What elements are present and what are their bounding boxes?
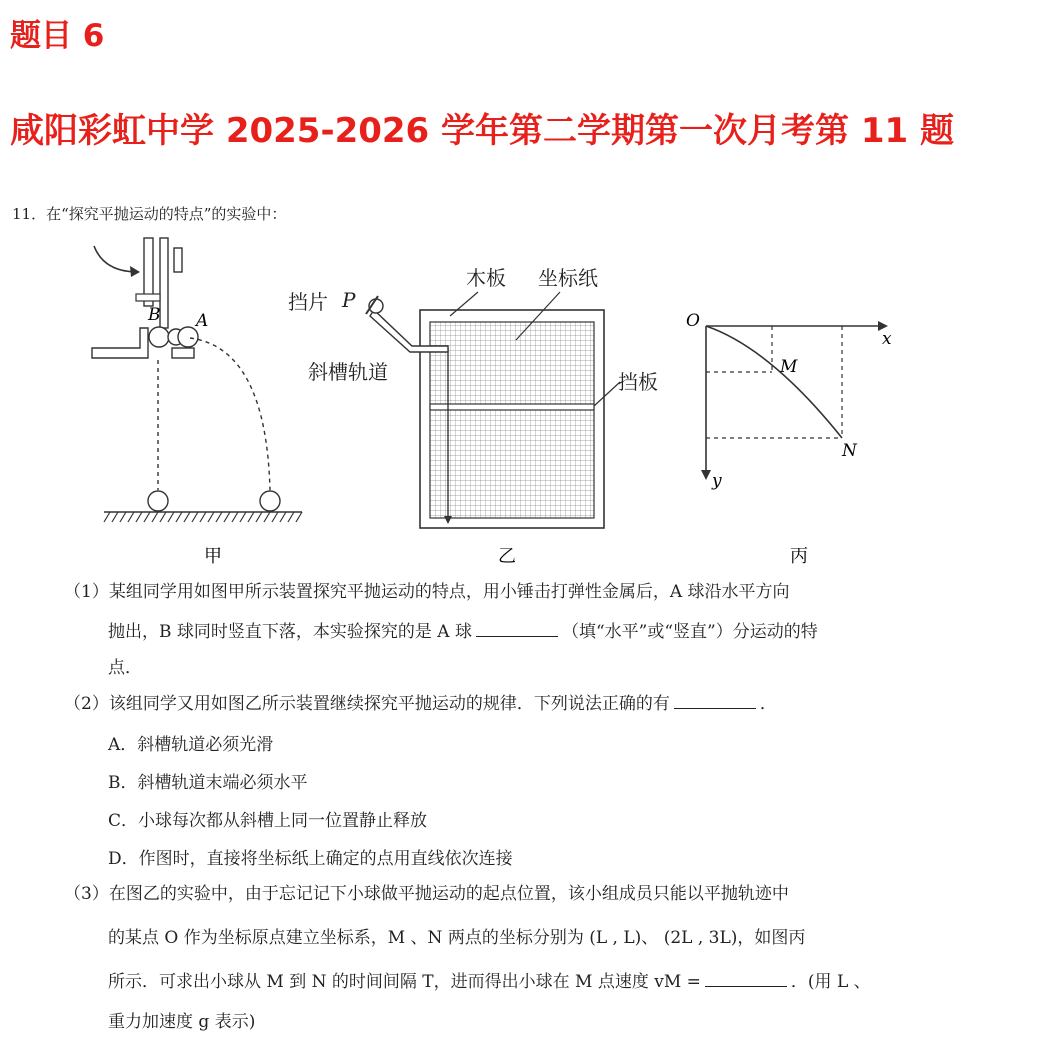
answer-blank-3[interactable] [705,970,787,987]
figure-bing [680,300,920,570]
base-left [92,328,148,358]
caption-bing: 丙 [790,546,808,567]
option-c: C．小球每次都从斜槽上同一位置静止释放 [108,811,428,831]
part1-line3: 点． [108,658,142,678]
label-o: O [686,311,700,331]
coordinate-paper [430,322,594,518]
part3-line3a: 所示．可求出小球从 M 到 N 的时间间隔 T，进而得出小球在 M 点速度 vM = [108,972,701,992]
option-d: D．作图时，直接将坐标纸上确定的点用直线依次连接 [108,849,513,869]
part3-line3 [108,970,871,994]
part3-line4: 重力加速度 g 表示) [108,1012,256,1032]
topic-heading: 题目 6 [10,18,105,54]
parabolic-path [190,338,270,490]
caption-jia: 甲 [204,546,222,567]
baffle [430,404,594,410]
option-b: B．斜槽轨道末端必须水平 [108,773,308,793]
landed-ball-b [148,491,168,511]
arrow-head [130,266,140,277]
label-n: N [842,441,857,461]
landed-ball-a [260,491,280,511]
ball-a [178,327,198,347]
part1-line1: （1）某组同学用如图甲所示装置探究平抛运动的特点，用小锤击打弹性金属后，A 球沿水平方向 [64,582,790,602]
label-zuobiaozhi: 坐标纸 [538,266,598,290]
label-m: M [780,357,798,377]
trajectory [706,326,842,438]
label-muban: 木板 [466,266,506,290]
label-dangpian: 挡片 [288,290,328,314]
label-dangban: 挡板 [618,370,658,394]
base-right [172,348,194,358]
label-p: P [342,288,356,312]
y-arrow [701,470,711,480]
option-a: A．斜槽轨道必须光滑 [108,735,274,755]
label-a: A [196,311,209,331]
part2-line1 [64,692,777,716]
part3-line1: （3）在图乙的实验中，由于忘记记下小球做平抛运动的起点位置，该小组成员只能以平抛轨迹中 [64,884,789,904]
part2-end: ． [759,694,777,714]
label-xiecao: 斜槽轨道 [308,360,388,384]
question-stem: 11．在“探究平抛运动的特点”的实验中： [12,205,287,223]
ground-hatching [104,512,302,522]
hammer-head [136,294,160,301]
ball-b [149,327,169,347]
figure-yi [350,280,650,567]
answer-blank-1[interactable] [476,620,558,637]
part1-line2b: （填“水平”或“竖直”）分运动的特 [561,622,818,642]
hammer-bar [160,238,168,328]
label-x: x [882,329,892,349]
answer-blank-2[interactable] [674,692,756,709]
post-small [174,248,182,272]
part3-line3b: ．(用 L 、 [790,972,871,992]
label-b: B [148,305,161,325]
part1-line2a: 抛出，B 球同时竖直下落，本实验探究的是 A 球 [108,622,472,642]
exam-title: 咸阳彩虹中学 2025-2026 学年第二学期第一次月考第 11 题 [10,111,955,151]
label-y: y [712,471,722,491]
caption-yi: 乙 [498,546,516,567]
part3-line2: 的某点 O 作为坐标原点建立坐标系，M 、N 两点的坐标分别为 (L , L)、 (2L , 3L)，如图丙 [108,928,806,948]
part1-line2 [108,620,818,644]
part2-stem: （2）该组同学又用如图乙所示装置继续探究平抛运动的规律．下列说法正确的有 [64,694,670,714]
figure-jia [80,228,320,567]
